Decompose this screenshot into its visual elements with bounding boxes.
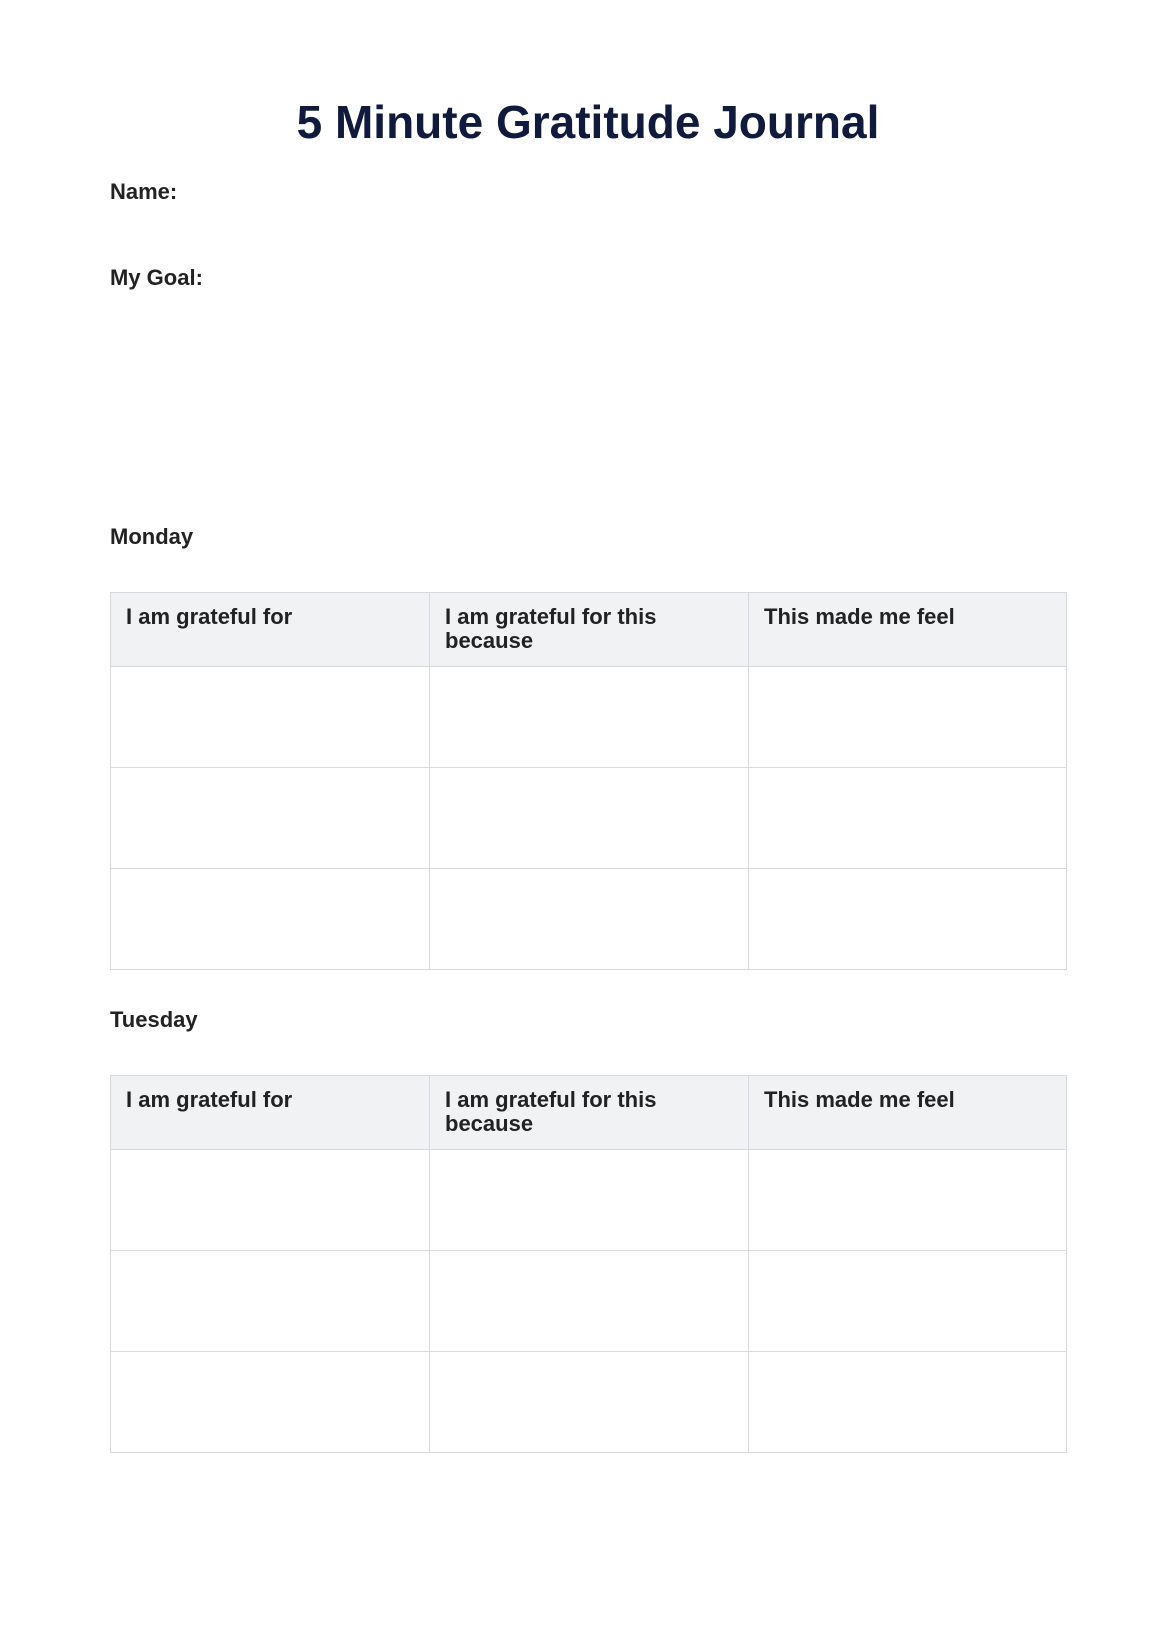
table-row [111,768,1067,869]
page-title: 5 Minute Gratitude Journal [296,96,880,148]
name-label: Name: [110,179,178,204]
tuesday-table [110,1075,1067,1453]
table-row [111,869,1067,970]
column-header: This made me feel [749,1076,1067,1150]
entry-cell[interactable] [111,1150,430,1251]
table-header-row [111,1076,1067,1150]
goal-label: My Goal: [110,265,203,290]
monday-table [110,592,1067,970]
entry-cell[interactable] [111,768,430,869]
entry-cell[interactable] [749,869,1067,970]
entry-cell[interactable] [111,1251,430,1352]
column-header: I am grateful for [111,1076,430,1150]
table-row [111,1251,1067,1352]
entry-cell[interactable] [749,768,1067,869]
entry-cell[interactable] [749,667,1067,768]
entry-cell[interactable] [111,667,430,768]
entry-cell[interactable] [430,768,749,869]
table-row [111,1352,1067,1453]
entry-cell[interactable] [749,1150,1067,1251]
column-header: I am grateful for this because [430,1076,749,1150]
entry-cell[interactable] [430,1251,749,1352]
day-label-monday: Monday [110,524,194,549]
table-row [111,1150,1067,1251]
entry-cell[interactable] [430,869,749,970]
entry-cell[interactable] [749,1352,1067,1453]
column-header: This made me feel [749,593,1067,667]
entry-cell[interactable] [749,1251,1067,1352]
entry-cell[interactable] [111,869,430,970]
column-header: I am grateful for [111,593,430,667]
entry-cell[interactable] [430,1352,749,1453]
entry-cell[interactable] [430,1150,749,1251]
column-header: I am grateful for this because [430,593,749,667]
entry-cell[interactable] [430,667,749,768]
table-header-row [111,593,1067,667]
table-row [111,667,1067,768]
day-label-tuesday: Tuesday [110,1007,198,1032]
entry-cell[interactable] [111,1352,430,1453]
